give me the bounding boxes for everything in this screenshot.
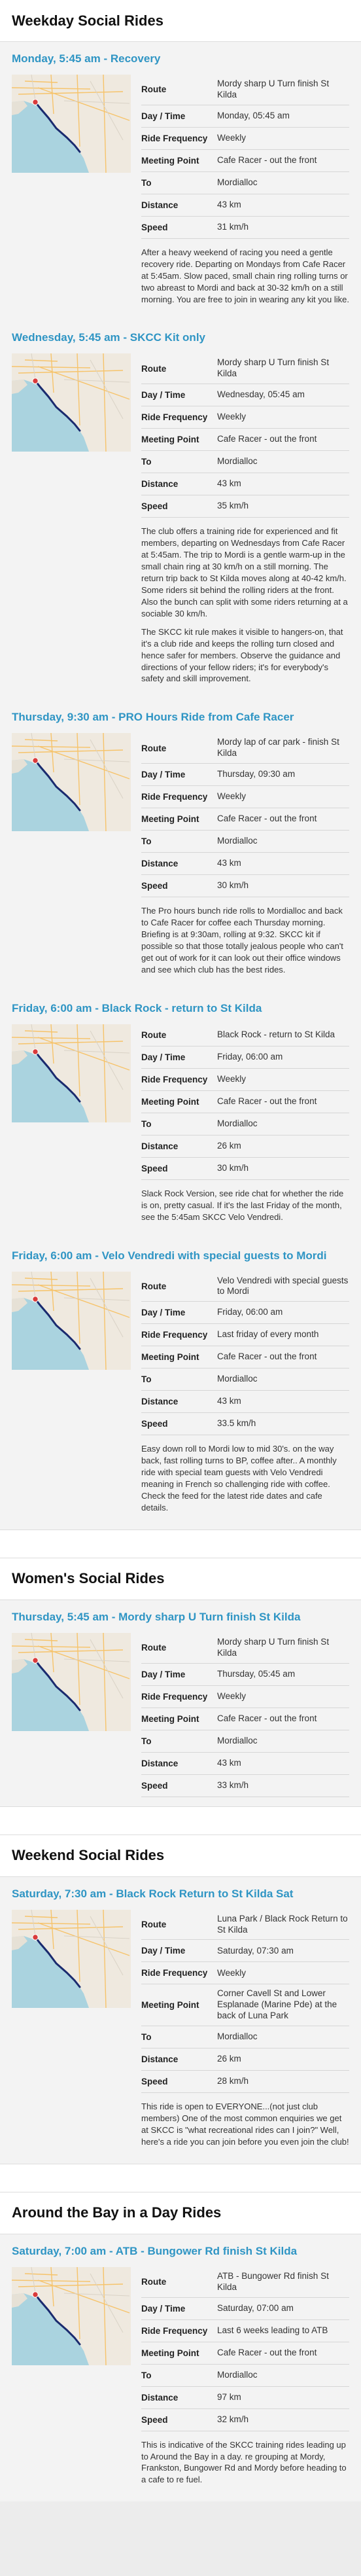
- route-map[interactable]: [12, 353, 131, 452]
- ride-entry: [0, 1239, 361, 1530]
- detail-value: Cafe Racer - out the front: [217, 1351, 317, 1362]
- ride-description: [141, 2101, 349, 2148]
- detail-label: Speed: [141, 222, 168, 232]
- detail-row-to: [141, 2365, 349, 2387]
- detail-label: Ride Frequency: [141, 1330, 208, 1340]
- detail-label: Meeting Point: [141, 814, 199, 825]
- detail-row-meeting-point: [141, 429, 349, 451]
- detail-row-ride-frequency: [141, 786, 349, 808]
- detail-row-day-time: [141, 764, 349, 786]
- detail-row-speed: [141, 1775, 349, 1797]
- detail-value: Last friday of every month: [217, 1329, 319, 1340]
- detail-value: 43 km: [217, 858, 241, 868]
- section-separator: [0, 1530, 361, 1558]
- section-separator: [0, 2164, 361, 2192]
- route-map[interactable]: [12, 733, 131, 831]
- ride-details: [141, 353, 349, 518]
- detail-value: Cafe Racer - out the front: [217, 1096, 317, 1106]
- detail-value: Weekly: [217, 1967, 247, 1978]
- ride-details: [141, 1633, 349, 1797]
- detail-row-route: [141, 1272, 349, 1302]
- detail-label: Ride Frequency: [141, 792, 208, 802]
- detail-value: Last 6 weeks leading to ATB: [217, 2325, 328, 2335]
- detail-label: Meeting Point: [141, 1096, 199, 1107]
- detail-label: Meeting Point: [141, 1352, 199, 1363]
- ride-title[interactable]: Friday, 6:00 am - Velo Vendredi with special guests to Mordi: [12, 1249, 327, 1262]
- detail-label: Day / Time: [141, 1946, 186, 1956]
- start-marker: [33, 99, 38, 105]
- detail-value: 33.5 km/h: [217, 1418, 256, 1429]
- ride-entry: [0, 700, 361, 991]
- detail-row-meeting-point: [141, 1984, 349, 2026]
- route-map[interactable]: [12, 1633, 131, 1731]
- detail-row-speed: [141, 1158, 349, 1180]
- ride-description: [141, 905, 349, 976]
- description-paragraph: Slack Rock Version, see ride chat for whether the ride is on, pretty casual. If it's the last Friday of the month, see the 5:45am SKCC Velo Vendredi.: [141, 1188, 344, 1222]
- detail-row-route: [141, 353, 349, 384]
- detail-row-ride-frequency: [141, 406, 349, 429]
- ride-entry: [0, 2234, 361, 2502]
- detail-label: Ride Frequency: [141, 1968, 208, 1978]
- ride-details: [141, 1272, 349, 1436]
- section-header: [0, 1835, 361, 1877]
- ride-section: [0, 1558, 361, 1806]
- ride-section: [0, 1835, 361, 2164]
- detail-value: 30 km/h: [217, 1162, 249, 1173]
- detail-label: Speed: [141, 501, 168, 512]
- detail-label: Meeting Point: [141, 435, 199, 445]
- detail-label: Speed: [141, 1163, 168, 1173]
- detail-value: 28 km/h: [217, 2076, 249, 2086]
- detail-label: Route: [141, 1643, 167, 1653]
- ride-description: [141, 526, 349, 685]
- detail-value: Mordy lap of car park - finish St Kilda: [217, 737, 339, 759]
- ride-title[interactable]: Wednesday, 5:45 am - SKCC Kit only: [12, 331, 205, 344]
- start-marker: [33, 1658, 38, 1663]
- detail-value: Mordialloc: [217, 1118, 258, 1128]
- detail-value: Cafe Racer - out the front: [217, 1713, 317, 1723]
- detail-value: Saturday, 07:30 am: [217, 1945, 294, 1956]
- ride-body: [12, 1272, 349, 1436]
- detail-value: Mordialloc: [217, 836, 258, 846]
- detail-value: 33 km/h: [217, 1780, 249, 1790]
- detail-row-ride-frequency: [141, 1962, 349, 1984]
- detail-value: Weekly: [217, 132, 247, 143]
- detail-label: Speed: [141, 1780, 168, 1791]
- detail-label: Route: [141, 1029, 167, 1040]
- detail-label: Day / Time: [141, 2303, 186, 2314]
- ride-body: [12, 1024, 349, 1180]
- start-marker: [33, 1049, 38, 1054]
- detail-row-route: [141, 75, 349, 105]
- ride-title[interactable]: Thursday, 5:45 am - Mordy sharp U Turn finish St Kilda: [12, 1610, 301, 1623]
- detail-row-speed: [141, 1413, 349, 1435]
- detail-row-speed: [141, 875, 349, 897]
- detail-row-route: [141, 1633, 349, 1664]
- description-paragraph: The SKCC kit rule makes it visible to hangers-on, that it's a club ride and keeps the rolling turn closed and hence safer for members. Observe the guidance and directions of your fellow riders; it's for everybody's safety and skill improvement.: [141, 626, 343, 684]
- detail-label: Meeting Point: [141, 2000, 199, 2011]
- detail-label: Distance: [141, 1141, 179, 1151]
- detail-label: Ride Frequency: [141, 1691, 208, 1702]
- detail-value: ATB - Bungower Rd finish St Kilda: [217, 2270, 329, 2292]
- detail-value: Wednesday, 05:45 am: [217, 389, 305, 400]
- detail-row-speed: [141, 217, 349, 239]
- detail-value: Weekly: [217, 1073, 247, 1084]
- detail-value: Corner Cavell St and Lower Esplanade (Marine Pde) at the back of Luna Park: [217, 1988, 337, 2021]
- detail-label: To: [141, 457, 152, 467]
- detail-row-distance: [141, 853, 349, 875]
- detail-label: Speed: [141, 2077, 168, 2087]
- detail-label: To: [141, 1736, 152, 1746]
- section-header: [0, 0, 361, 42]
- ride-entry: [0, 992, 361, 1239]
- detail-label: To: [141, 177, 152, 188]
- detail-label: To: [141, 2032, 152, 2043]
- detail-row-ride-frequency: [141, 128, 349, 150]
- detail-label: Speed: [141, 2414, 168, 2425]
- detail-value: Mordy sharp U Turn finish St Kilda: [217, 79, 330, 99]
- detail-row-route: [141, 1910, 349, 1941]
- description-paragraph: This is indicative of the SKCC training rides leading up to Around the Bay in a day. re grouping at Mordy, Frankston, Bungower Rd and Mordy before heading to a cafe to re fuel.: [141, 2439, 347, 2485]
- detail-row-meeting-point: [141, 1708, 349, 1730]
- detail-value: 26 km: [217, 1140, 241, 1151]
- detail-value: Mordialloc: [217, 2031, 258, 2042]
- detail-value: Mordialloc: [217, 2369, 258, 2380]
- start-marker: [33, 2292, 38, 2297]
- detail-value: Mordialloc: [217, 177, 258, 187]
- section-separator: [0, 1806, 361, 1835]
- detail-label: Distance: [141, 2392, 179, 2403]
- detail-row-day-time: [141, 2298, 349, 2320]
- detail-value: Thursday, 05:45 am: [217, 1668, 296, 1679]
- detail-label: Distance: [141, 200, 179, 210]
- detail-value: Black Rock - return to St Kilda: [217, 1029, 335, 1039]
- detail-value: 32 km/h: [217, 2414, 249, 2424]
- detail-label: Ride Frequency: [141, 412, 208, 423]
- detail-label: To: [141, 836, 152, 847]
- detail-value: Luna Park / Black Rock Return to St Kilda: [217, 1913, 348, 1935]
- section-title: Weekday Social Rides: [12, 12, 163, 29]
- detail-row-meeting-point: [141, 1346, 349, 1368]
- ride-body: [12, 353, 349, 518]
- detail-label: Route: [141, 363, 167, 374]
- detail-label: Speed: [141, 1419, 168, 1429]
- ride-body: [12, 1633, 349, 1797]
- detail-row-day-time: [141, 1046, 349, 1069]
- detail-label: Meeting Point: [141, 2348, 199, 2358]
- detail-label: To: [141, 1118, 152, 1129]
- detail-label: Speed: [141, 881, 168, 891]
- detail-value: 31 km/h: [217, 221, 249, 232]
- detail-label: Route: [141, 743, 167, 753]
- detail-row-day-time: [141, 1940, 349, 1962]
- detail-value: Friday, 06:00 am: [217, 1307, 283, 1317]
- detail-row-to: [141, 1368, 349, 1391]
- detail-value: Mordialloc: [217, 1735, 258, 1745]
- start-marker: [33, 758, 38, 763]
- route-map[interactable]: [12, 1910, 131, 2008]
- detail-row-distance: [141, 473, 349, 495]
- detail-row-to: [141, 1730, 349, 1753]
- ride-entry: [0, 321, 361, 700]
- detail-label: Route: [141, 2277, 167, 2287]
- detail-row-distance: [141, 2048, 349, 2071]
- detail-label: Distance: [141, 1397, 179, 1407]
- detail-row-route: [141, 733, 349, 764]
- route-map[interactable]: [12, 1272, 131, 1370]
- ride-details: [141, 733, 349, 897]
- detail-label: Day / Time: [141, 111, 186, 121]
- ride-details: [141, 75, 349, 239]
- detail-value: 43 km: [217, 478, 241, 489]
- ride-description: [141, 1188, 349, 1223]
- section-header: [0, 1558, 361, 1600]
- ride-title[interactable]: Monday, 5:45 am - Recovery: [12, 52, 161, 65]
- detail-label: Ride Frequency: [141, 1074, 208, 1084]
- detail-value: 43 km: [217, 199, 241, 209]
- detail-row-distance: [141, 1391, 349, 1413]
- ride-description: [141, 247, 349, 306]
- detail-row-day-time: [141, 105, 349, 128]
- detail-label: Distance: [141, 859, 179, 869]
- detail-value: Mordy sharp U Turn finish St Kilda: [217, 1636, 330, 1658]
- section-title: Weekend Social Rides: [12, 1847, 165, 1864]
- ride-details: [141, 1024, 349, 1180]
- section-header: [0, 2192, 361, 2234]
- ride-body: [12, 75, 349, 239]
- detail-row-route: [141, 2267, 349, 2298]
- route-map[interactable]: [12, 1024, 131, 1122]
- detail-row-distance: [141, 194, 349, 217]
- route-map[interactable]: [12, 75, 131, 173]
- section-title: Women's Social Rides: [12, 1570, 165, 1587]
- detail-label: Route: [141, 1281, 167, 1291]
- detail-row-ride-frequency: [141, 1686, 349, 1708]
- ride-section: [0, 2192, 361, 2502]
- detail-label: Day / Time: [141, 390, 186, 401]
- ride-entry: [0, 1877, 361, 2164]
- detail-label: Distance: [141, 479, 179, 490]
- ride-title[interactable]: Saturday, 7:30 am - Black Rock Return to St Kilda Sat: [12, 1887, 294, 1900]
- detail-value: Monday, 05:45 am: [217, 110, 290, 120]
- detail-value: Mordialloc: [217, 456, 258, 467]
- detail-row-speed: [141, 495, 349, 518]
- description-paragraph: This ride is open to EVERYONE...(not just club members) One of the most common enquiries we get at SKCC is "what recreational rides can I join?" Well, here's a ride you can join before you even join the club!: [141, 2102, 349, 2147]
- detail-value: Cafe Racer - out the front: [217, 2347, 317, 2357]
- detail-label: Day / Time: [141, 1052, 186, 1062]
- detail-label: Meeting Point: [141, 155, 199, 166]
- detail-row-route: [141, 1024, 349, 1046]
- ride-body: [12, 1910, 349, 2093]
- description-paragraph: After a heavy weekend of racing you need a gentle recovery ride. Departing on Mondays from Cafe Racer at 5:45am. Slow paced, small chain ring rolling turns or two abreast to Mordi and back at 30-32 km/h on a still morning. You are free to join in wearing any kit you like.: [141, 247, 349, 304]
- start-marker: [33, 1934, 38, 1939]
- detail-row-ride-frequency: [141, 1324, 349, 1346]
- detail-label: Day / Time: [141, 770, 186, 780]
- detail-value: Thursday, 09:30 am: [217, 769, 296, 779]
- detail-row-distance: [141, 2387, 349, 2409]
- detail-label: Distance: [141, 2054, 179, 2065]
- detail-value: Velo Vendredi with special guests to Mordi: [217, 1275, 349, 1297]
- detail-row-day-time: [141, 384, 349, 406]
- detail-row-ride-frequency: [141, 2320, 349, 2342]
- description-paragraph: Easy down roll to Mordi low to mid 30's. on the way back, fast rolling turns to BP, coffee after.. A monthly ride with special team guests with Velo Vendredi meaning in French so challenging ride with coffee. Check the feed for the latest ride dates and cafe details.: [141, 1444, 337, 1512]
- detail-row-meeting-point: [141, 1091, 349, 1113]
- ride-body: [12, 733, 349, 897]
- ride-description: [141, 2439, 349, 2486]
- detail-label: Distance: [141, 1758, 179, 1768]
- detail-row-to: [141, 451, 349, 473]
- start-marker: [33, 378, 38, 384]
- ride-title[interactable]: Friday, 6:00 am - Black Rock - return to St Kilda: [12, 1001, 262, 1014]
- detail-row-day-time: [141, 1302, 349, 1324]
- ride-details: [141, 2267, 349, 2431]
- detail-value: Friday, 06:00 am: [217, 1051, 283, 1062]
- detail-row-meeting-point: [141, 2342, 349, 2365]
- detail-value: Cafe Racer - out the front: [217, 814, 317, 824]
- detail-row-day-time: [141, 1664, 349, 1686]
- start-marker: [33, 1296, 38, 1301]
- detail-value: Cafe Racer - out the front: [217, 434, 317, 444]
- detail-row-to: [141, 2026, 349, 2048]
- detail-value: 35 km/h: [217, 501, 249, 511]
- detail-row-speed: [141, 2071, 349, 2093]
- detail-row-meeting-point: [141, 808, 349, 831]
- detail-value: Cafe Racer - out the front: [217, 154, 317, 165]
- detail-value: Weekly: [217, 1690, 247, 1701]
- ride-entry: [0, 42, 361, 321]
- detail-row-to: [141, 831, 349, 853]
- detail-row-distance: [141, 1753, 349, 1775]
- detail-value: Mordy sharp U Turn finish St Kilda: [217, 357, 330, 379]
- detail-row-meeting-point: [141, 150, 349, 172]
- detail-label: To: [141, 1374, 152, 1385]
- detail-label: Route: [141, 1920, 167, 1930]
- detail-label: Meeting Point: [141, 1713, 199, 1724]
- detail-row-ride-frequency: [141, 1069, 349, 1091]
- detail-value: Weekly: [217, 412, 247, 422]
- detail-label: Ride Frequency: [141, 133, 208, 143]
- detail-value: 97 km: [217, 2391, 241, 2402]
- detail-row-to: [141, 1113, 349, 1136]
- route-map[interactable]: [12, 2267, 131, 2365]
- detail-row-speed: [141, 2409, 349, 2431]
- detail-value: Weekly: [217, 791, 247, 802]
- detail-label: Day / Time: [141, 1669, 186, 1679]
- detail-label: To: [141, 2370, 152, 2380]
- detail-value: 43 km: [217, 1396, 241, 1406]
- detail-value: 30 km/h: [217, 880, 249, 891]
- detail-value: 43 km: [217, 1757, 241, 1768]
- detail-value: Mordialloc: [217, 1374, 258, 1384]
- detail-label: Day / Time: [141, 1308, 186, 1318]
- detail-label: Route: [141, 84, 167, 95]
- detail-value: Saturday, 07:00 am: [217, 2302, 294, 2313]
- description-paragraph: The Pro hours bunch ride rolls to Mordialloc and back to Cafe Racer for coffee each Thursday morning. Briefing is at 9:30am, rolling at 9:32. SKCC kit if possible so that those totally jealous people who can't get out of work for it can look out their office windows and see which club has the best rides.: [141, 906, 343, 975]
- ride-entry: [0, 1600, 361, 1806]
- detail-row-distance: [141, 1136, 349, 1158]
- detail-row-to: [141, 172, 349, 194]
- ride-body: [12, 2267, 349, 2431]
- detail-value: 26 km: [217, 2054, 241, 2064]
- section-title: Around the Bay in a Day Rides: [12, 2204, 222, 2221]
- ride-details: [141, 1910, 349, 2093]
- description-paragraph: The club offers a training ride for experienced and fit members, departing on Wednesdays from Cafe Racer at 5:45am. The trip to Mordi is a gentle warm-up in the small chain ring at 30 km/h on a still morning. The return trip back to St Kilda moves along at 40-42 km/h. Some riders sit behind the rolling riders at the front. Also the bunch can split with some riders returning at a sociable 30 km/h.: [141, 526, 348, 618]
- ride-title[interactable]: Saturday, 7:00 am - ATB - Bungower Rd finish St Kilda: [12, 2244, 298, 2257]
- ride-description: [141, 1443, 349, 1514]
- ride-title[interactable]: Thursday, 9:30 am - PRO Hours Ride from Cafe Racer: [12, 711, 294, 724]
- detail-label: Ride Frequency: [141, 2325, 208, 2336]
